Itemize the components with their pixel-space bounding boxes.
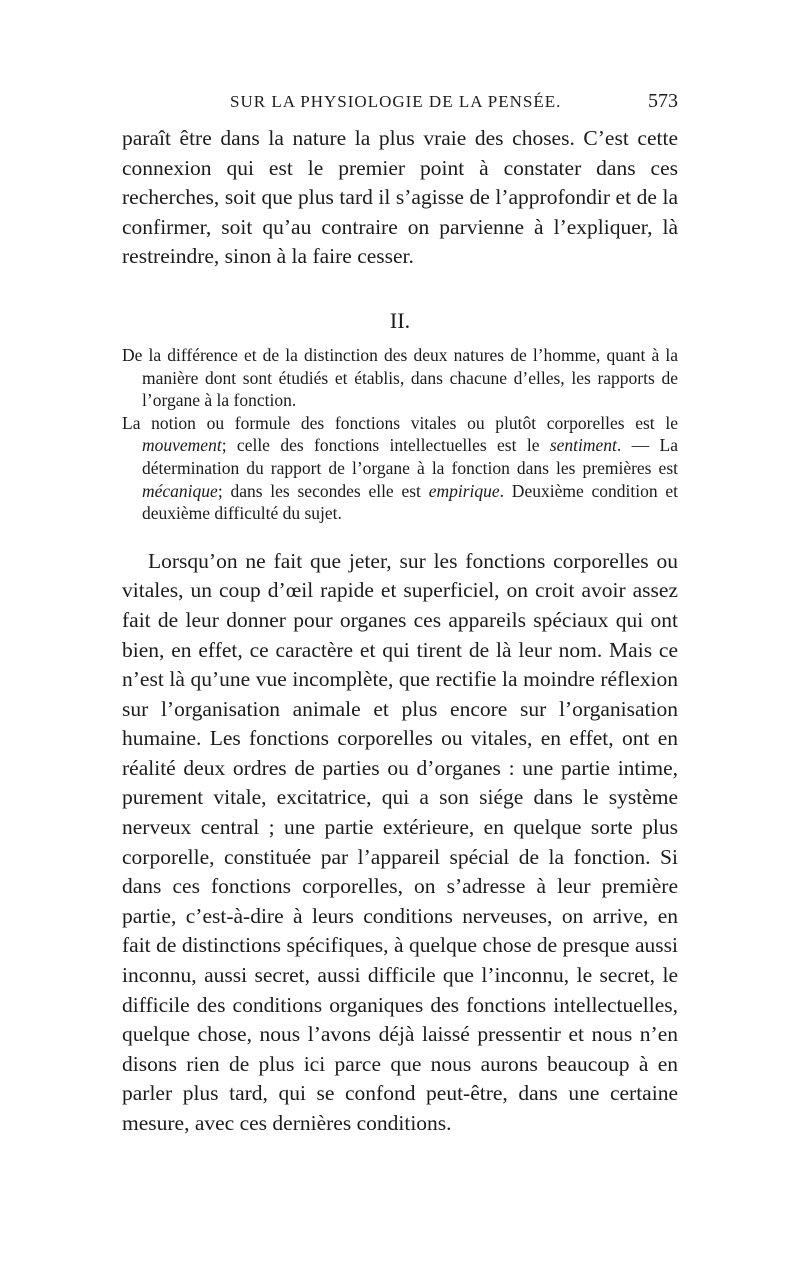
- book-page: [122, 88, 678, 1139]
- section-summary: [122, 344, 678, 525]
- summary-text: ; celle des fonctions intellectuelles est le: [221, 435, 550, 456]
- section-number: II.: [389, 307, 411, 333]
- summary-text: La notion ou formule des fonctions vitales ou plutôt corporelles est le: [122, 412, 678, 433]
- summary-text: . Deuxième condition et deuxième difficulté du sujet.: [142, 480, 678, 524]
- summary-item-2: [122, 412, 678, 525]
- page-number: 573: [648, 90, 678, 112]
- running-title: SUR LA PHYSIOLOGIE DE LA PENSÉE.: [230, 92, 562, 111]
- main-paragraph: Lorsqu’on ne fait que jeter, sur les fonctions corporelles ou vitales, un coup d’œil rapide et superficiel, on croit avoir assez fait de leur donner pour organes ces appareils spéciaux qui ont bien, en effet, ce caractère et qui tirent de là leur nom. Mais ce n’est là qu’une vue incomplète, que rectifie la moindre réflexion sur l’organisation animale et plus encore sur l’organisation humaine. Les fonctions corporelles ou vitales, en effet, ont en réalité deux ordres de parties ou d’organes : une partie intime, purement vitale, excitatrice, qui a son siége dans le système nerveux central ; une partie extérieure, en quelque sorte plus corporelle, constituée par l’appareil spécial de la fonction. Si dans ces fonctions corporelles, on s’adresse à leur première partie, c’est-à-dire à leurs conditions nerveuses, on arrive, en fait de distinctions spécifiques, à quelque chose de presque aussi inconnu, aussi secret, aussi difficile que l’inconnu, le secret, le difficile des conditions organiques des fonctions intellectuelles, quelque chose, nous l’avons déjà laissé pressentir et nous n’en disons rien de plus ici parce que nous aurons beaucoup à en parler plus tard, qui se confond peut-être, dans une certaine mesure, avec ces dernières conditions.: [122, 548, 678, 1135]
- summary-text: . — La détermination du rapport de l’organe à la fonction dans les premières est: [142, 435, 678, 478]
- summary-item-1: De la différence et de la distinction des deux natures de l’homme, quant à la manière dont sont étudiés et établis, dans chacune d’elles, les rapports de l’organe à la fonction.: [122, 344, 678, 411]
- summary-emphasis: mécanique: [142, 480, 218, 501]
- summary-emphasis: empirique: [428, 480, 500, 501]
- summary-emphasis: mouvement: [142, 435, 222, 456]
- summary-emphasis: sentiment: [549, 435, 617, 456]
- summary-text: ; dans les secondes elle est: [217, 480, 429, 501]
- running-head: [122, 88, 678, 118]
- continued-paragraph: paraît être dans la nature la plus vraie des choses. C’est cette connexion qui est le premier point à constater dans ces recherches, soit que plus tard il s’agisse de l’approfondir et de la confirmer, soit qu’au contraire on parvienne à l’expliquer, là restreindre, sinon à la faire cesser.: [122, 126, 678, 269]
